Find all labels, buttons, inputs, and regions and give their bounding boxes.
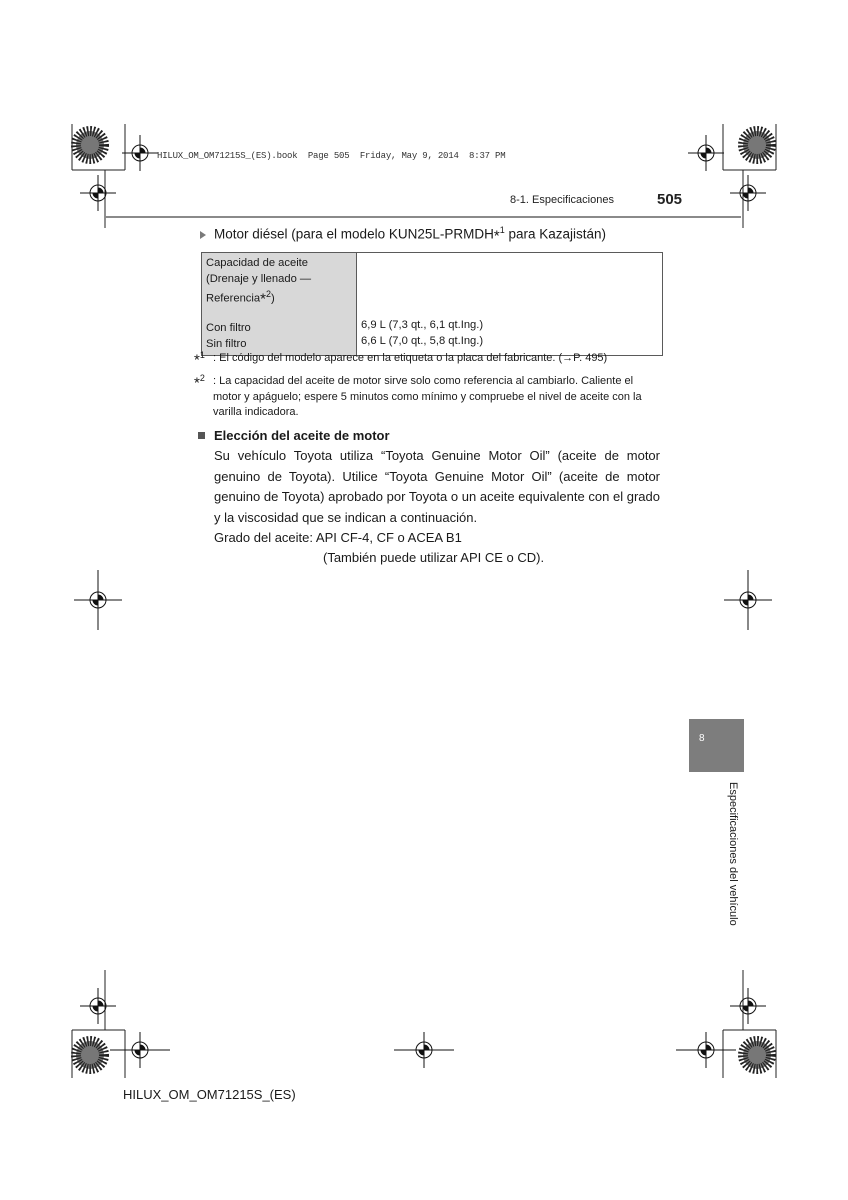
oil-grade-note: (También puede utilizar API CE o CD). [323, 550, 545, 565]
chapter-tab [689, 719, 744, 772]
oil-grade-line: Grado del aceite: API CF-4, CF o ACEA B1 [214, 530, 462, 545]
footnote-1 [194, 351, 664, 367]
row-label: Con filtro [206, 322, 251, 335]
table-row [202, 253, 663, 356]
section-title: 8-1. Especificaciones [510, 194, 614, 206]
label-line: Capacidad de aceite [206, 257, 309, 269]
square-bullet-icon [198, 432, 205, 439]
print-header: HILUX_OM_OM71215S_(ES).book Page 505 Friday, May 9, 2014 8:37 PM [157, 151, 506, 161]
chapter-tab-label: Especificaciones del vehículo [727, 782, 739, 926]
page-number: 505 [657, 191, 683, 208]
subheading-text: Motor diésel (para el modelo KUN25L-PRMDH [214, 226, 494, 242]
label-line: ) [270, 292, 275, 305]
subheading [200, 225, 606, 245]
oil-capacity-table [201, 252, 663, 356]
chapter-number: 8 [699, 733, 705, 744]
footnote-ref: 2 [265, 289, 271, 299]
footnote-num: 2 [199, 373, 205, 383]
footnote-text: : La capacidad del aceite de motor sirve solo como referencia al cambiarlo. Caliente el motor y apáguelo; espere 5 minutos como mínimo y compruebe el nivel de aceite con la varilla indicadora. [213, 375, 642, 418]
subheading-text-end: para Kazajistán) [504, 226, 607, 242]
row-value: 6,9 L (7,3 qt., 6,1 qt.Ing.) [361, 319, 484, 331]
triangle-bullet-icon [200, 231, 206, 239]
table-value-cell [357, 253, 663, 356]
bullet-heading-text: Elección del aceite de motor [214, 428, 390, 443]
asterisk: * [493, 227, 500, 245]
row-label: Sin filtro [206, 337, 247, 350]
footnote-num: 1 [199, 350, 205, 360]
footnote-text: : El código del modelo aparece en la etiqueta o la placa del fabricante. (→P. 495) [213, 352, 608, 364]
asterisk: * [260, 290, 266, 308]
footnote-ref: 1 [499, 225, 505, 235]
footer-doc-id: HILUX_OM_OM71215S_(ES) [123, 1087, 296, 1102]
row-value: 6,6 L (7,0 qt., 5,8 qt.Ing.) [361, 334, 484, 347]
header-rule [105, 216, 741, 218]
label-line: Referencia [206, 292, 261, 305]
table-label-cell [202, 253, 357, 356]
asterisk: * [194, 374, 200, 392]
footnote-2 [194, 374, 664, 421]
asterisk: * [194, 351, 200, 369]
label-line: (Drenaje y llenado — [206, 272, 312, 285]
bullet-heading [198, 428, 390, 443]
body-paragraph: Su vehículo Toyota utiliza “Toyota Genuine Motor Oil” (aceite de motor genuino de Toyota). Utilice “Toyota Genuine Motor Oil” (aceite de motor genuino de Toyota) aprobado por Toyota o un aceite equivalente con el grado y la viscosidad que se indican a continuación. [214, 448, 660, 525]
